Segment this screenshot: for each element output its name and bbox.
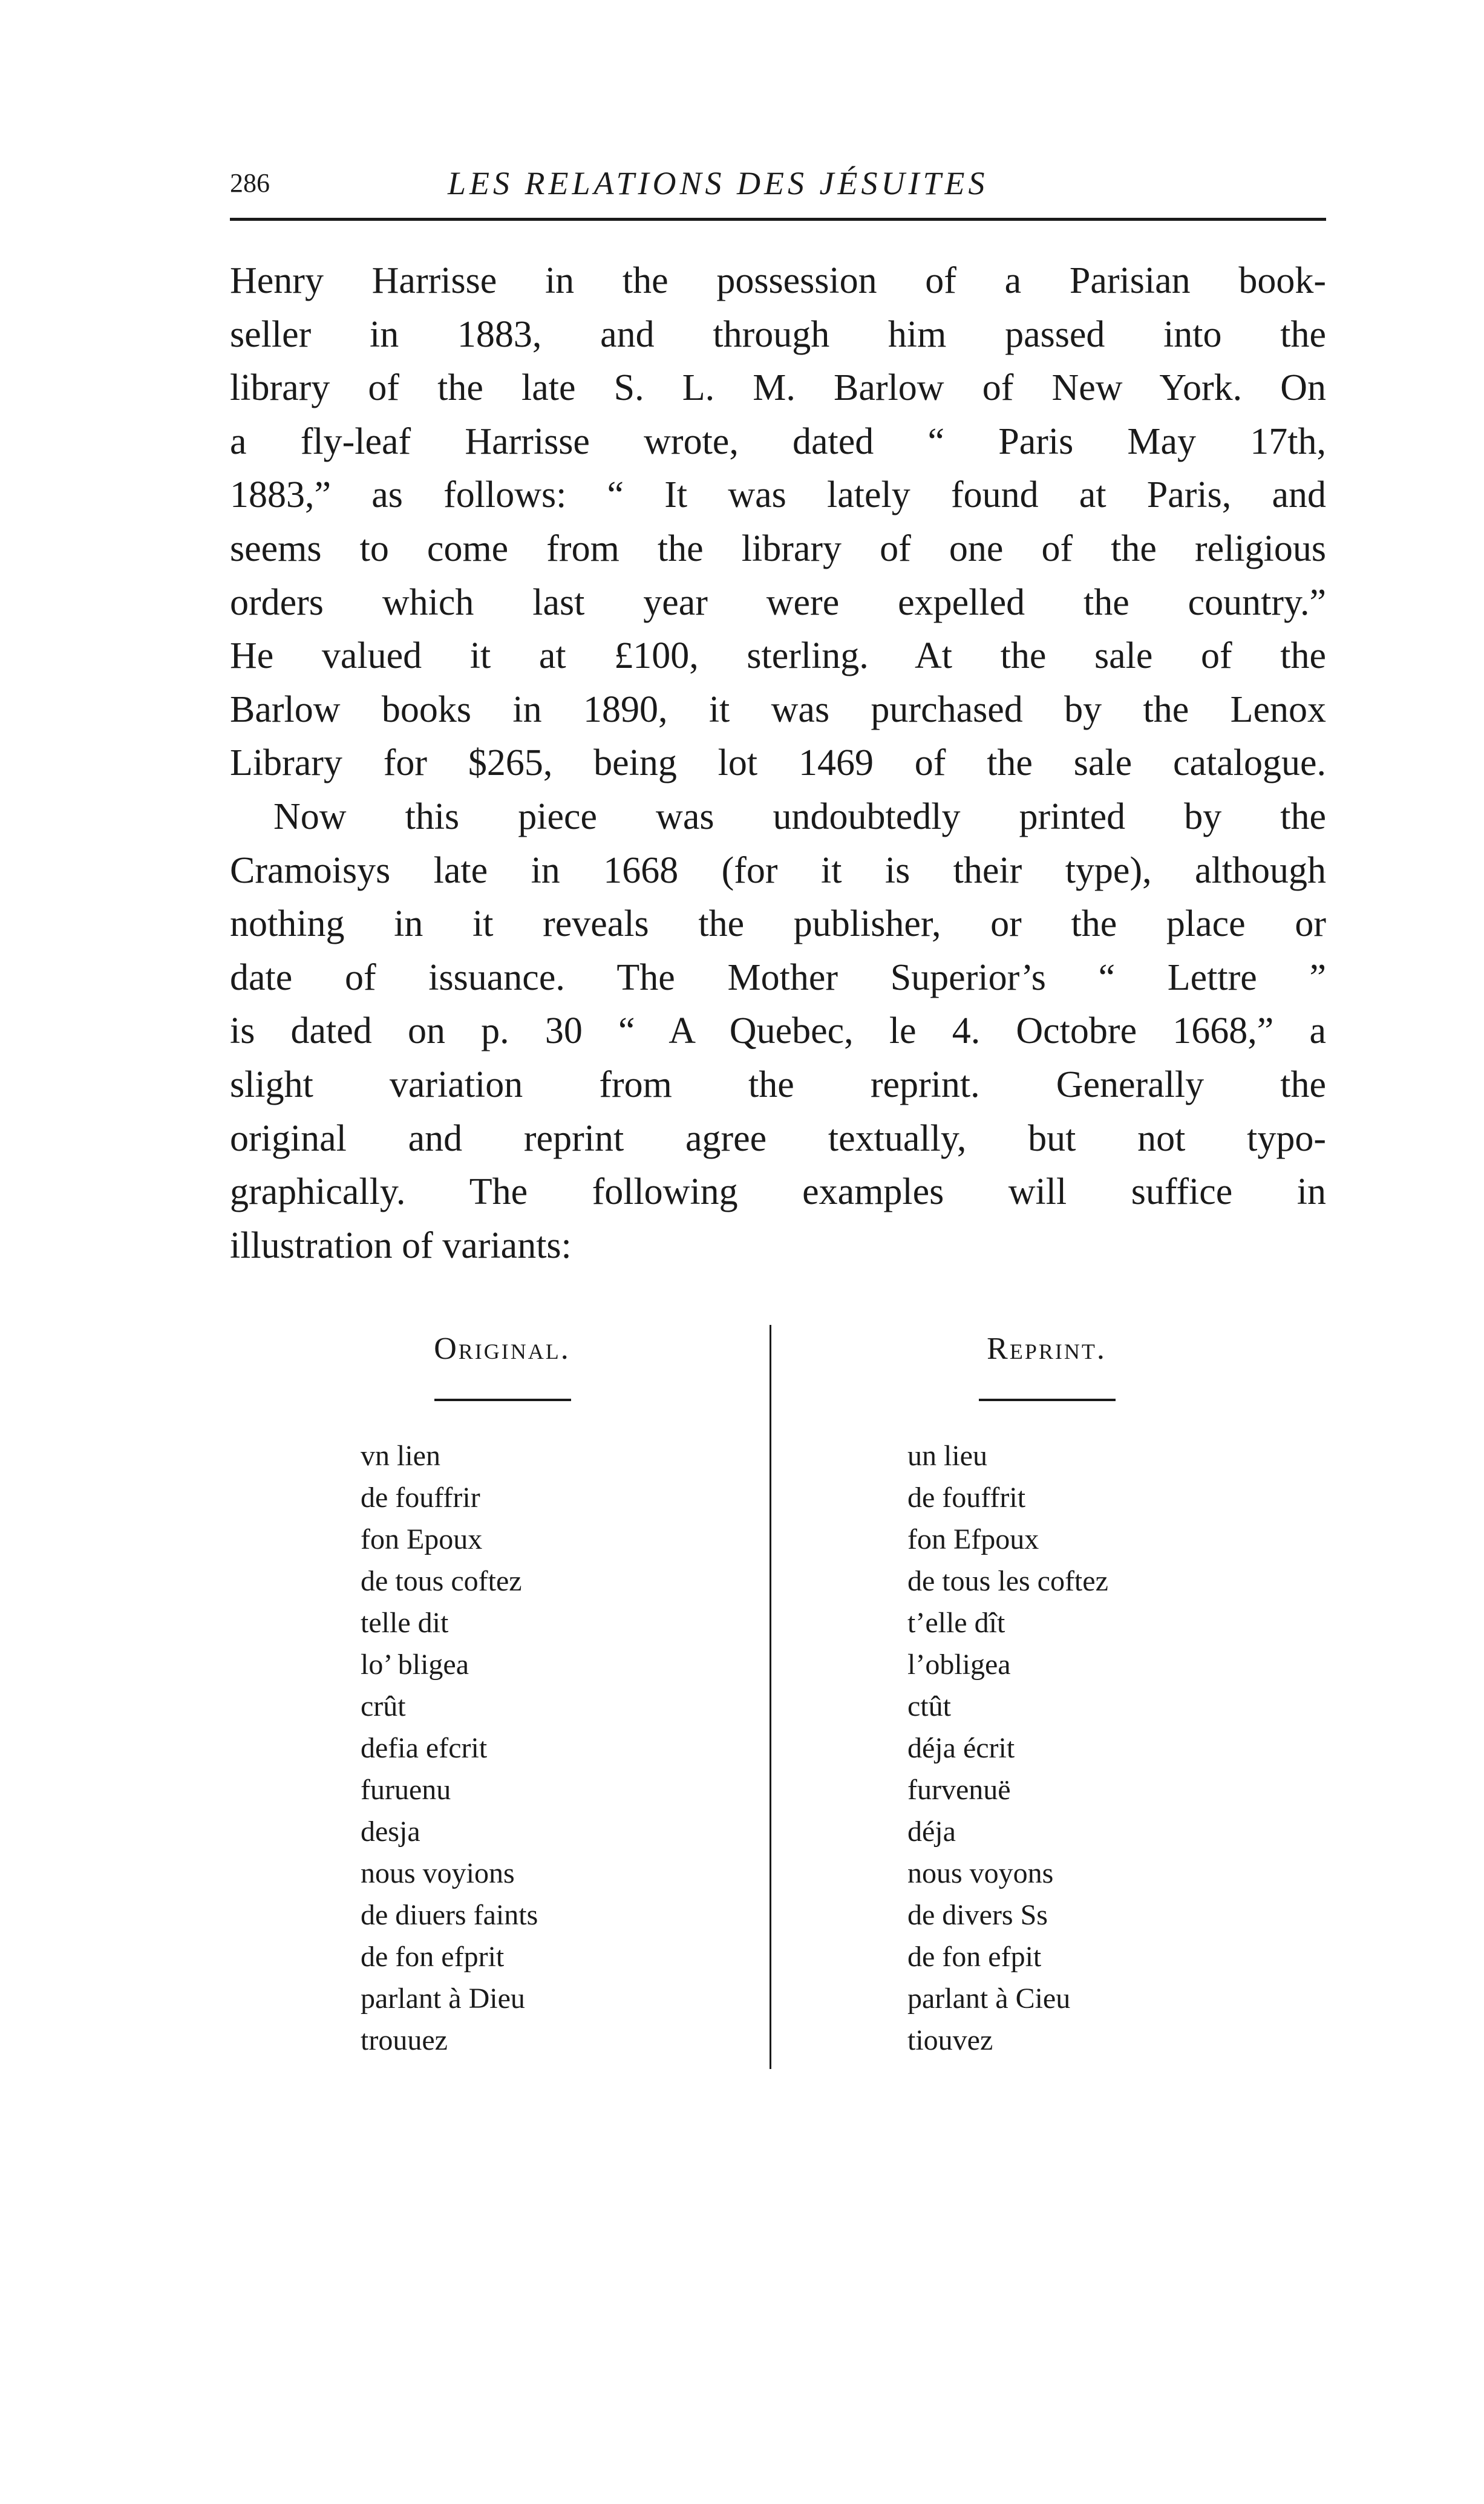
list-item: de fon efprit — [361, 1941, 505, 1973]
text-line: slight variation from the reprint. Generally the — [230, 1064, 1326, 1105]
list-item: fon Epoux — [361, 1523, 483, 1555]
text-line: Henry Harrisse in the possession of a Parisian book- — [230, 260, 1326, 301]
list-item: parlant à Dieu — [361, 1983, 525, 2015]
reprint-variants-list — [907, 1435, 1108, 2061]
running-head — [230, 162, 1326, 204]
list-item: telle dit — [361, 1607, 449, 1639]
list-item: defia efcrit — [361, 1732, 488, 1764]
list-item: vn lien — [361, 1440, 440, 1472]
list-item: l’obligea — [907, 1649, 1011, 1681]
text-line: is dated on p. 30 “ A Quebec, le 4. Octobre 1668,” a — [230, 1010, 1326, 1052]
list-item: parlant à Cieu — [907, 1983, 1071, 2015]
reprint-heading-rule — [979, 1399, 1116, 1401]
list-item: un lieu — [907, 1440, 987, 1472]
text-line: Cramoisys late in 1668 (for it is their type), although — [230, 849, 1326, 891]
list-item: nous voyons — [907, 1857, 1054, 1889]
page-number: 286 — [230, 168, 270, 198]
list-item: de fon efpit — [907, 1941, 1042, 1973]
list-item: fon Efpoux — [907, 1523, 1039, 1555]
list-item: t’elle dît — [907, 1607, 1005, 1639]
text-line: date of issuance. The Mother Superior’s “ Lettre ” — [230, 956, 1326, 998]
list-item: de tous les coftez — [907, 1565, 1108, 1597]
text-line: library of the late S. L. M. Barlow of New York. On — [230, 367, 1326, 409]
list-item: tiouvez — [907, 2024, 993, 2056]
reprint-column-heading: Reprint. — [987, 1332, 1106, 1366]
text-line: 1883,” as follows: “ It was lately found at Paris, and — [230, 474, 1326, 516]
list-item: de fouffrit — [907, 1482, 1026, 1514]
list-item: de tous coftez — [361, 1565, 522, 1597]
text-line: a fly-leaf Harrisse wrote, dated “ Paris May 17th, — [230, 420, 1326, 462]
text-line: illustration of variants: — [230, 1224, 572, 1266]
text-line: Barlow books in 1890, it was purchased by the Lenox — [230, 688, 1326, 730]
list-item: furuenu — [361, 1774, 451, 1806]
list-item: furvenuë — [907, 1774, 1011, 1806]
text-line: seems to come from the library of one of the religious — [230, 528, 1326, 569]
text-line: orders which last year were expelled the country.” — [230, 581, 1326, 623]
list-item: nous voyions — [361, 1857, 515, 1889]
text-line: Library for $265, being lot 1469 of the sale catalogue. — [230, 742, 1326, 784]
list-item: déja écrit — [907, 1732, 1015, 1764]
list-item: trouuez — [361, 2024, 448, 2056]
running-title: LES RELATIONS DES JÉSUITES — [448, 165, 989, 201]
text-line: original and reprint agree textually, but not typo- — [230, 1117, 1326, 1159]
original-variants-list — [361, 1435, 538, 2061]
text-line: nothing in it reveals the publisher, or the place or — [230, 903, 1326, 945]
text-line: He valued it at £100, sterling. At the sale of the — [230, 635, 1326, 677]
header-rule — [230, 218, 1326, 221]
text-line: Now this piece was undoubtedly printed by the — [273, 796, 1326, 837]
list-item: de fouffrir — [361, 1482, 480, 1514]
list-item: de diuers faints — [361, 1899, 538, 1931]
list-item: déja — [907, 1816, 956, 1848]
list-item: ctût — [907, 1690, 951, 1722]
original-column-heading: Original. — [434, 1332, 570, 1366]
list-item: lo’ bligea — [361, 1649, 469, 1681]
text-line: seller in 1883, and through him passed into the — [230, 313, 1326, 355]
list-item: de divers Ss — [907, 1899, 1048, 1931]
text-line: graphically. The following examples will suffice in — [230, 1171, 1326, 1213]
body-text — [230, 254, 1326, 1272]
list-item: crût — [361, 1690, 406, 1722]
original-heading-rule — [434, 1399, 571, 1401]
list-item: desja — [361, 1816, 420, 1848]
column-divider — [770, 1325, 771, 2069]
